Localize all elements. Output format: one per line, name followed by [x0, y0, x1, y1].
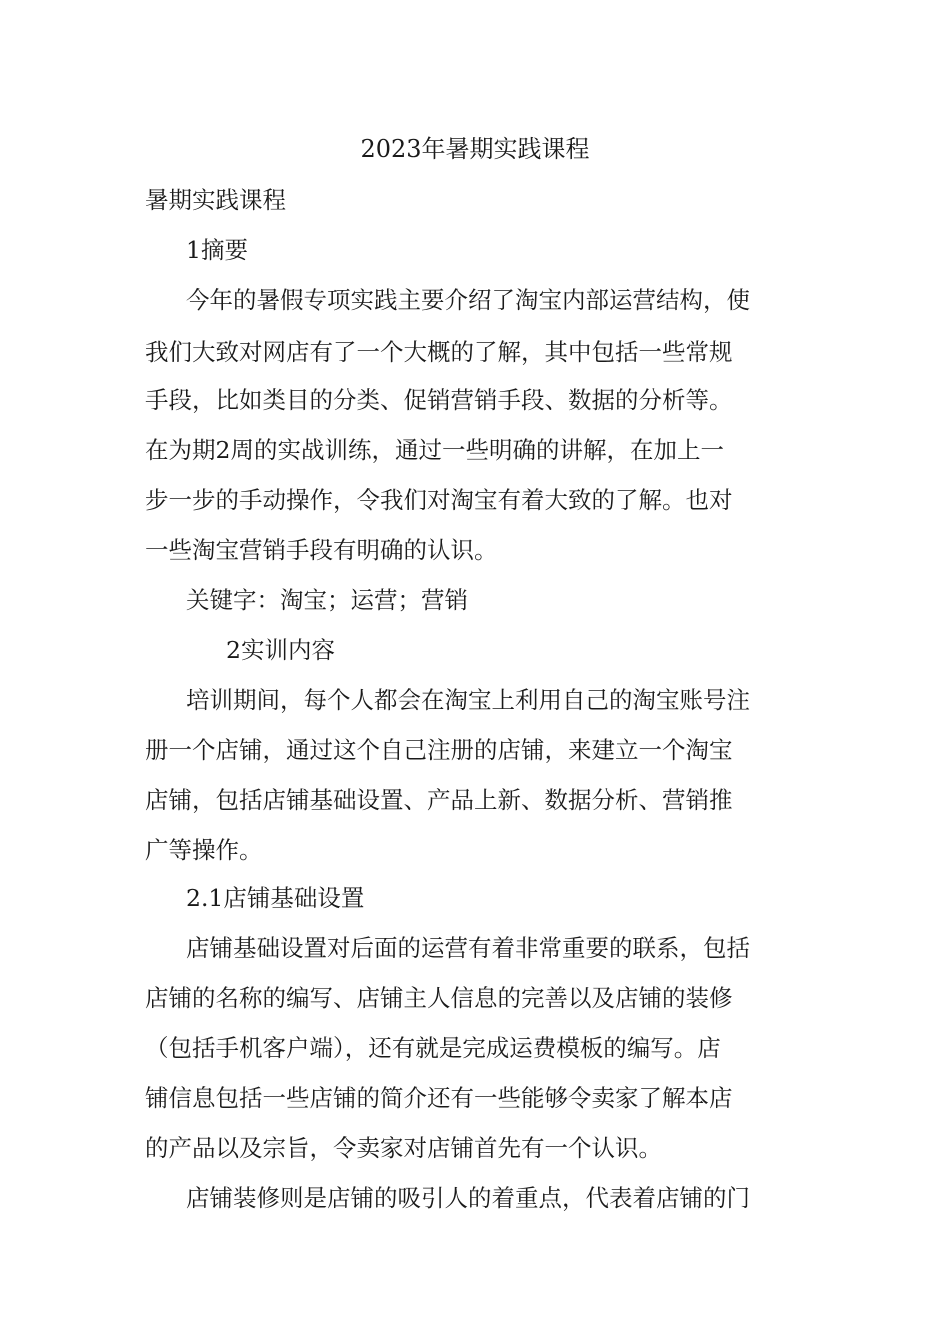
keywords: 关键字：淘宝；运营；营销 [186, 586, 468, 614]
paragraph-line: 在为期2周的实战训练，通过一些明确的讲解，在加上一 [145, 436, 724, 464]
subtitle: 暑期实践课程 [145, 186, 286, 214]
paragraph-line: 步一步的手动操作，令我们对淘宝有着大致的了解。也对 [145, 486, 733, 514]
paragraph-line: 我们大致对网店有了一个大概的了解，其中包括一些常规 [145, 338, 733, 366]
paragraph-line: 店铺装修则是店铺的吸引人的着重点，代表着店铺的门 [186, 1184, 750, 1212]
paragraph-line: 册一个店铺，通过这个自己注册的店铺，来建立一个淘宝 [145, 736, 733, 764]
paragraph-line: 店铺的名称的编写、店铺主人信息的完善以及店铺的装修 [145, 984, 733, 1012]
paragraph-line: （包括手机客户端），还有就是完成运费模板的编写。店 [145, 1034, 721, 1062]
paragraph-line: 培训期间，每个人都会在淘宝上利用自己的淘宝账号注 [186, 686, 750, 714]
paragraph-line: 一些淘宝营销手段有明确的认识。 [145, 536, 498, 564]
heading-training: 2实训内容 [226, 636, 335, 664]
document-title: 2023年暑期实践课程 [360, 135, 590, 163]
paragraph-line: 铺信息包括一些店铺的简介还有一些能够令卖家了解本店 [145, 1084, 733, 1112]
heading-basic-settings: 2.1店铺基础设置 [186, 884, 365, 912]
paragraph-line: 手段，比如类目的分类、促销营销手段、数据的分析等。 [145, 386, 733, 414]
paragraph-line: 店铺，包括店铺基础设置、产品上新、数据分析、营销推 [145, 786, 733, 814]
paragraph-line: 的产品以及宗旨，令卖家对店铺首先有一个认识。 [145, 1134, 662, 1162]
paragraph-line: 广等操作。 [145, 836, 263, 864]
paragraph-line: 今年的暑假专项实践主要介绍了淘宝内部运营结构，使 [186, 286, 750, 314]
heading-abstract: 1摘要 [186, 236, 248, 264]
paragraph-line: 店铺基础设置对后面的运营有着非常重要的联系，包括 [186, 934, 750, 962]
